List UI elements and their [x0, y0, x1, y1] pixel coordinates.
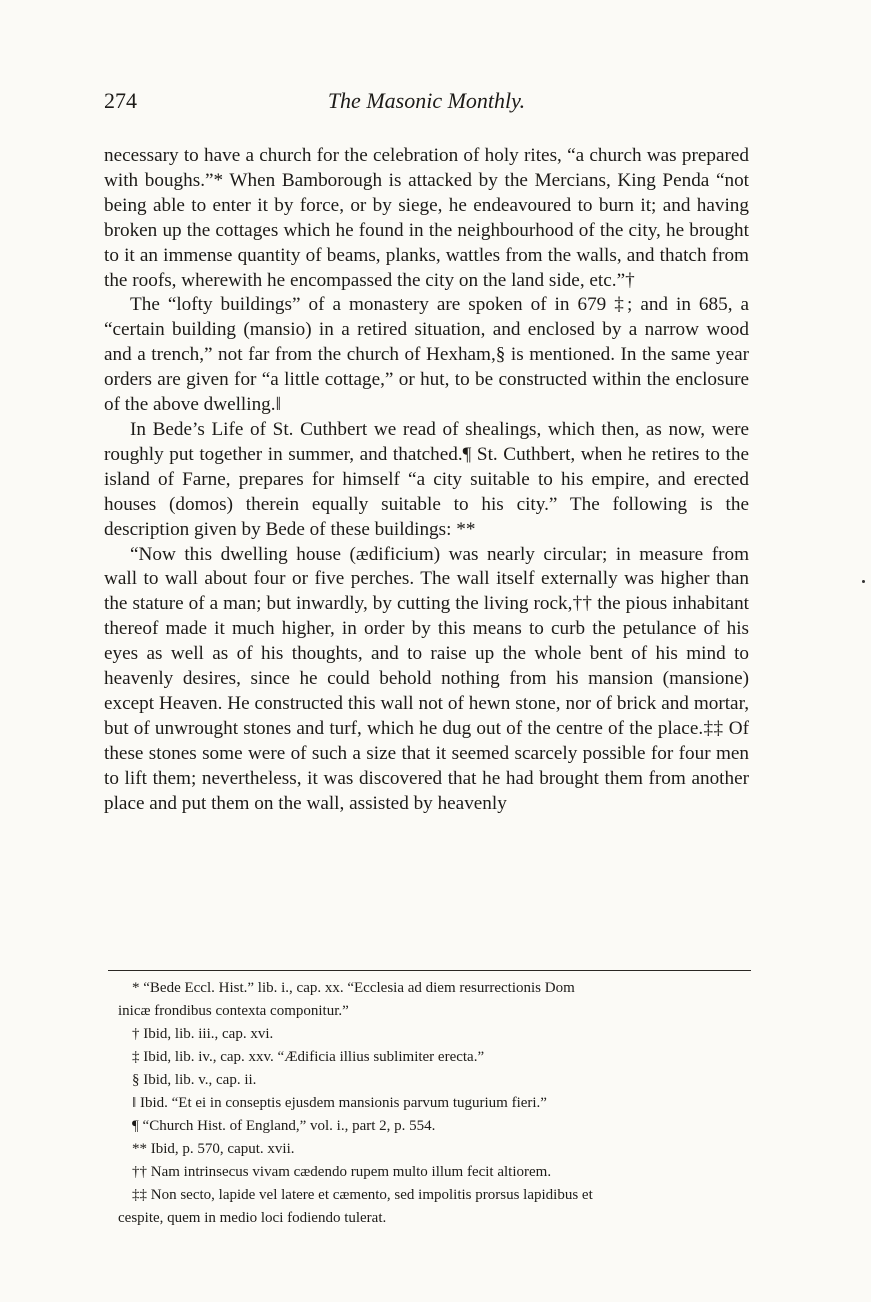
margin-mark [862, 580, 865, 583]
footnote-1-continuation: inicæ frondibus contexta componitur.” [118, 1003, 349, 1019]
running-title: The Masonic Monthly. [327, 88, 526, 113]
footnote-9: ‡‡ Non secto, lapide vel latere et cæmento, sed impolitis prorsus lapidibus et [132, 1187, 593, 1203]
footnote-3: ‡ Ibid, lib. iv., cap. xxv. “Ædificia illius sublimiter erecta.” [132, 1049, 485, 1065]
footnotes [118, 977, 760, 1230]
body-text [104, 144, 749, 816]
footnote-1: * “Bede Eccl. Hist.” lib. i., cap. xx. “Ecclesia ad diem resurrectionis Dom [132, 980, 575, 996]
paragraph-3: In Bede’s Life of St. Cuthbert we read of shealings, which then, as now, were roughly put together in summer, and thatched.¶ St. Cuthbert, when he retires to the island of Farne, prepares for himself “a city suitable to his empire, and erected houses (domos) therein equally suitable to his city.” The following is the description given by Bede of these buildings: ** [104, 418, 749, 540]
footnote-7: ** Ibid, p. 570, caput. xvii. [132, 1141, 295, 1157]
footnote-8: †† Nam intrinsecus vivam cædendo rupem multo illum fecit altiorem. [132, 1164, 552, 1180]
footnote-2: † Ibid, lib. iii., cap. xvi. [132, 1026, 274, 1042]
footnote-9-continuation: cespite, quem in medio loci fodiendo tulerat. [118, 1210, 387, 1226]
page-number: 274 [104, 88, 137, 113]
footnote-divider [108, 970, 751, 971]
paragraph-4: “Now this dwelling house (ædificium) was nearly circular; in measure from wall to wall about four or five perches. The wall itself externally was higher than the stature of a man; but inwardly, by cutting the living rock,†† the pious inhabitant thereof made it much higher, in order by this means to curb the petulance of his eyes as well as of his thoughts, and to raise up the whole bent of his mind to heavenly desires, since he could behold nothing from his mansion (mansione) except Heaven. He constructed this wall not of hewn stone, nor of brick and mortar, but of unwrought stones and turf, which he dug out of the centre of the place.‡‡ Of these stones some were of such a size that it seemed scarcely possible for four men to lift them; nevertheless, it was discovered that he had brought them from another place and put them on the wall, assisted by heavenly [104, 543, 749, 814]
page-header [104, 88, 749, 118]
footnote-5: ‖ Ibid. “Et ei in conseptis ejusdem mansionis parvum tugurium fieri.” [132, 1095, 547, 1111]
footnote-4: § Ibid, lib. v., cap. ii. [132, 1072, 257, 1088]
paragraph-2: The “lofty buildings” of a monastery are spoken of in 679 ‡; and in 685, a “certain building (mansio) in a retired situation, and enclosed by a narrow wood and a trench,” not far from the church of Hexham,§ is mentioned. In the same year orders are given for “a little cottage,” or hut, to be constructed within the enclosure of the above dwelling.‖ [104, 294, 749, 416]
paragraph-1: necessary to have a church for the celebration of holy rites, “a church was prepared with boughs.”* When Bamborough is attacked by the Mercians, King Penda “not being able to enter it by force, or by siege, he endeavoured to burn it; and having broken up the cottages which he found in the neighbourhood of the city, he brought to it an immense quantity of beams, planks, wattles from the walls, and thatch from the roofs, wherewith he encompassed the city on the land side, etc.”† [104, 145, 749, 291]
footnote-6: ¶ “Church Hist. of England,” vol. i., part 2, p. 554. [132, 1118, 436, 1134]
